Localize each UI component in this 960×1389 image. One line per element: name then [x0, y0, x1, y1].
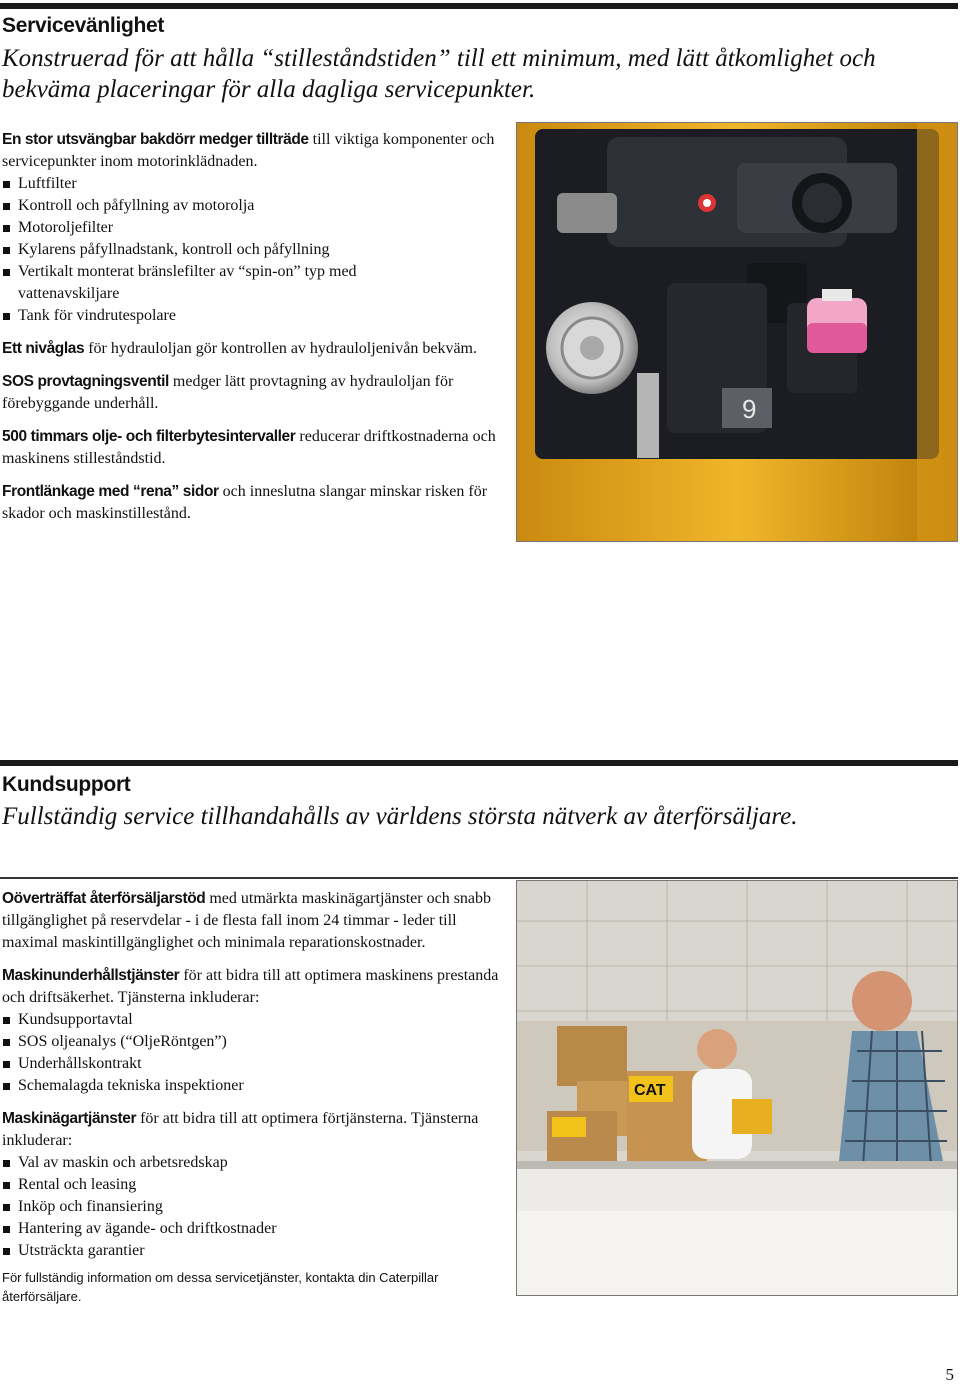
- service-bullet-list: [2, 173, 502, 327]
- bullet-icon: [3, 181, 10, 188]
- list-item: Rental och leasing: [2, 1174, 502, 1196]
- support-paragraph-dealer: Oöverträffat återförsäljarstöd med utmärkta maskinägartjänster och snabb tillgänglighet på reservdelar - i de flesta fall inom 24 timmar - leder till maximal maskintillgänglighet och minimala reparationskostnader.: [2, 890, 492, 951]
- list-item: Schemalagda tekniska inspektioner: [2, 1075, 502, 1097]
- engine-illustration: [517, 123, 957, 541]
- list-item: Kylarens påfyllnadstank, kontroll och påfyllning: [2, 239, 502, 261]
- list-item: Kundsupportavtal: [2, 1009, 502, 1031]
- list-item: Kontroll och påfyllning av motorolja: [2, 195, 502, 217]
- bullet-icon: [3, 1160, 10, 1167]
- list-item: Motoroljefilter: [2, 217, 502, 239]
- support-divider: [0, 877, 958, 879]
- bullet-icon: [3, 1226, 10, 1233]
- service-text-column: [2, 129, 502, 536]
- list-item: Vertikalt monterat bränslefilter av “spin-on” typ med vattenavskiljare: [2, 261, 418, 305]
- section-title-service: Servicevänlighet: [2, 14, 165, 37]
- list-item: Inköp och finansiering: [2, 1196, 502, 1218]
- service-paragraph-door: [2, 129, 502, 173]
- section-title-support: Kundsupport: [2, 773, 131, 796]
- owner-bullet-list: [2, 1152, 502, 1262]
- list-item: Tank för vindrutespolare: [2, 305, 502, 327]
- cat-box-logo: CAT: [634, 1082, 666, 1099]
- service-paragraph-linkage: Frontlänkage med “rena” sidor och inneslutna slangar minskar risken för skador och maskinstillestånd.: [2, 483, 488, 522]
- bullet-icon: [3, 269, 10, 276]
- page-number: 5: [945, 1365, 954, 1384]
- bullet-icon: [3, 247, 10, 254]
- engine-compartment-photo: [516, 122, 958, 542]
- support-paragraph-owner: Maskinägartjänster för att bidra till att optimera förtjänsterna. Tjänsterna inkluderar:: [2, 1110, 479, 1149]
- list-item: Val av maskin och arbetsredskap: [2, 1152, 502, 1174]
- list-item: SOS oljeanalys (“OljeRöntgen”): [2, 1031, 502, 1053]
- bullet-icon: [3, 1204, 10, 1211]
- dealer-counter-photo: [516, 880, 958, 1296]
- list-item: Hantering av ägande- och driftkostnader: [2, 1218, 502, 1240]
- middle-rule: [0, 760, 958, 766]
- support-text-column: [2, 888, 502, 1306]
- bullet-icon: [3, 1017, 10, 1024]
- support-footnote: För fullständig information om dessa servicetjänster, kontakta din Caterpillar återförsäljare.: [2, 1270, 439, 1304]
- bullet-icon: [3, 1248, 10, 1255]
- bullet-icon: [3, 1039, 10, 1046]
- bullet-icon: [3, 225, 10, 232]
- support-paragraph-maintenance: Maskinunderhållstjänster för att bidra till att optimera maskinens prestanda och driftsäkerhet. Tjänsterna inkluderar:: [2, 967, 499, 1006]
- list-item: Utsträckta garantier: [2, 1240, 502, 1262]
- service-tagline: Konstruerad för att hålla “stilleståndstiden” till ett minimum, med lätt åtkomlighet och bekväma placeringar för alla dagliga servicepunkter.: [2, 45, 876, 103]
- service-paragraph-sightglass: Ett nivåglas för hydrauloljan gör kontrollen av hydrauloljenivån bekväm.: [2, 340, 477, 357]
- list-item: Underhållskontrakt: [2, 1053, 502, 1075]
- list-item: Luftfilter: [2, 173, 502, 195]
- maintenance-bullet-list: [2, 1009, 502, 1097]
- bullet-icon: [3, 1182, 10, 1189]
- bullet-icon: [3, 313, 10, 320]
- door-lead: En stor utsvängbar bakdörr medger tillträde: [2, 131, 309, 148]
- bullet-icon: [3, 1083, 10, 1090]
- door-text: till viktiga komponenter och servicepunkter inom motorinklädnaden.: [2, 131, 495, 170]
- support-tagline: Fullständig service tillhandahålls av världens största nätverk av återförsäljare.: [2, 803, 798, 830]
- bullet-icon: [3, 203, 10, 210]
- engine-label-9: 9: [742, 394, 757, 424]
- bullet-icon: [3, 1061, 10, 1068]
- service-paragraph-intervals: 500 timmars olje- och filterbytesintervaller reducerar driftkostnaderna och maskinens stilleståndstid.: [2, 428, 496, 467]
- dealer-illustration: [517, 881, 957, 1295]
- service-paragraph-sos: SOS provtagningsventil medger lätt provtagning av hydrauloljan för förebyggande underhåll.: [2, 373, 454, 412]
- top-rule: [0, 3, 958, 9]
